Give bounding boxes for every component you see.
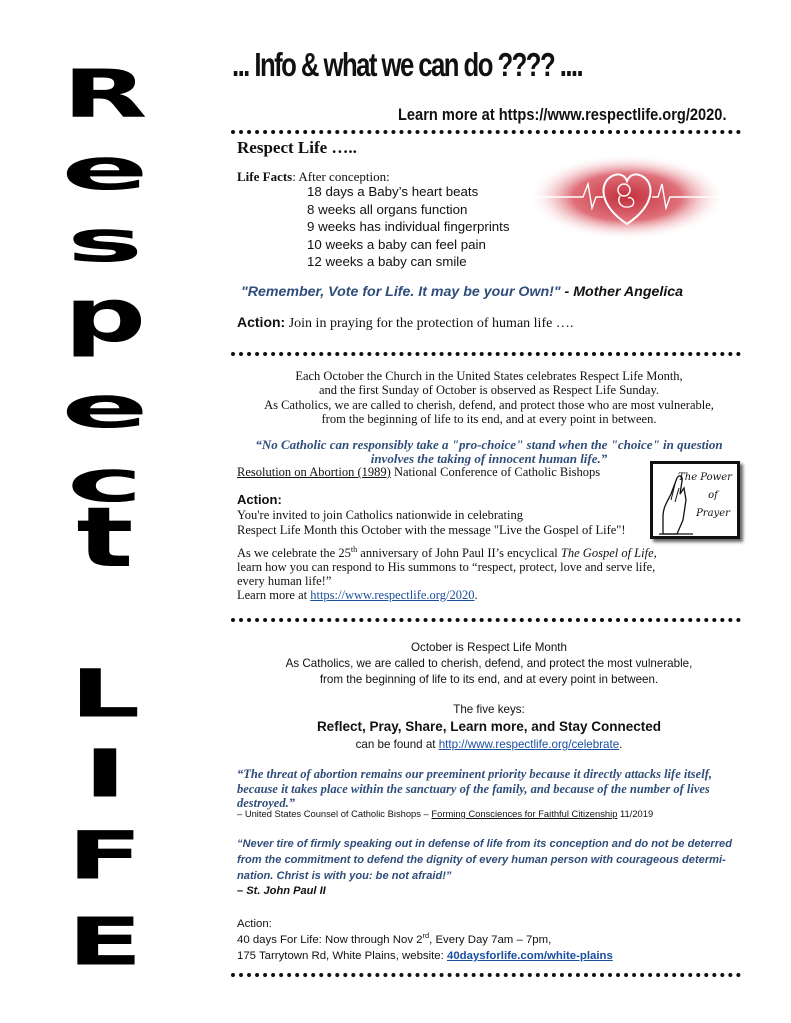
list-item: 8 weeks all organs function: [307, 201, 468, 217]
action-text: 175 Tarrytown Rd, White Plains, website:: [237, 950, 447, 962]
action-line: You're invited to join Catholics nationwide in celebrating: [237, 508, 524, 522]
quote-text: "Remember, Vote for Life. It may be your Own!": [241, 284, 561, 300]
life-facts-intro: : After conception:: [292, 169, 390, 184]
learn-text: Learn more at: [237, 588, 311, 602]
intro-line: from the beginning of life to its end, and at every point in between.: [321, 412, 657, 427]
respectlife-2020-link[interactable]: https://www.respectlife.org/2020: [310, 588, 475, 602]
banner-letter: p: [63, 272, 147, 359]
encyclical-title: The Gospel of Life,: [560, 546, 657, 560]
dotted-divider: [231, 973, 741, 977]
learn-text: .: [474, 588, 478, 602]
banner-letter: c: [66, 448, 144, 515]
list-item: 18 days a Baby’s heart beats: [307, 184, 479, 199]
dotted-divider: [231, 352, 741, 356]
action-line: [237, 932, 613, 948]
block-line: from the beginning of life to its end, and at every point in between.: [319, 672, 659, 686]
life-facts-heading: Life Facts: [237, 169, 293, 184]
block-line: As Catholics, we are called to cherish, defend, and protect the most vulnerable,: [285, 656, 693, 670]
section1-action: [237, 314, 573, 332]
banner-letter: e: [61, 136, 149, 203]
celebrate-line: [236, 738, 742, 751]
list-item: 12 weeks a baby can smile: [307, 254, 467, 270]
resolution-citation: [237, 465, 600, 480]
learn-more-line: [237, 588, 657, 602]
anniv-text: anniversary of John Paul II’s encyclical: [357, 546, 561, 560]
banner-letter: e: [61, 374, 149, 441]
five-keys: Reflect, Pray, Share, Learn more, and Stay Connected: [316, 719, 662, 734]
anniversary-line: learn how you can respond to His summons to “respect, protect, love and serve life,: [237, 560, 656, 574]
action-line: [237, 948, 613, 964]
heartbeat-heart-image: [528, 154, 726, 240]
anniv-text: As we celebrate the 25: [237, 546, 351, 560]
praying-hands-icon: [653, 464, 737, 536]
list-item: 10 weeks a baby can feel pain: [307, 236, 486, 252]
prayer-line-1: The Power: [678, 472, 732, 483]
prayer-line-2: of: [708, 490, 718, 501]
section2-action-label: Action:: [237, 492, 282, 507]
action-text: Join in praying for the protection of human life ….: [285, 316, 574, 331]
forty-days-action: [237, 916, 613, 964]
section-title: Respect Life …..: [237, 138, 357, 157]
banner-letter: t: [76, 489, 134, 586]
banner-letter: s: [66, 208, 144, 275]
dotted-divider: [231, 618, 741, 622]
action-label: Action:: [237, 918, 272, 930]
action-label: Action:: [237, 314, 286, 330]
anniv-sup: th: [350, 544, 358, 554]
forty-days-link[interactable]: 40daysforlife.com/white-plains: [446, 950, 613, 962]
celebrate-text: .: [619, 738, 623, 751]
john-paul-quote-source: – St. John Paul II: [237, 885, 326, 897]
intro-line: As Catholics, we are called to cherish, defend, and protect those who are most vulnerable,: [264, 397, 714, 412]
prayer-line-3: Prayer: [696, 508, 730, 519]
usccb-quote-source: [237, 808, 653, 819]
banner-letter: R: [62, 55, 148, 133]
source-title: Forming Consciences for Faithful Citizenship: [431, 808, 618, 819]
dotted-divider: [231, 130, 741, 134]
banner-letter: L: [69, 655, 141, 733]
celebrate-link[interactable]: http://www.respectlife.org/celebrate: [438, 738, 620, 751]
banner-letter: I: [82, 735, 128, 813]
intro-line: Each October the Church in the United States celebrates Respect Life Month,: [295, 369, 683, 383]
anniversary-paragraph: [237, 546, 657, 602]
resolution-title: Resolution on Abortion (1989): [237, 465, 391, 479]
john-paul-quote: “Never tire of firmly speaking out in defense of life from its conception and do not be deterred from the commitment to defend the dignity of every human person with courageous determi-nation. Christ is with you: be not afraid!”: [237, 838, 732, 882]
header-learn-more: Learn more at https://www.respectlife.org/2020.: [398, 105, 727, 124]
power-of-prayer-image: [650, 461, 740, 539]
respect-life-month-block: [236, 640, 742, 687]
resolution-org: National Conference of Catholic Bishops: [390, 465, 601, 479]
action-line: Respect Life Month this October with the message "Live the Gospel of Life"!: [237, 522, 626, 537]
block-line: October is Respect Life Month: [411, 641, 567, 654]
source-text: – United States Counsel of Catholic Bishops –: [237, 808, 432, 819]
usccb-quote: “The threat of abortion remains our preeminent priority because it directly attacks life itself, because it takes place within the sanctuary of the family, and because of the number of lives destroyed.”: [237, 767, 712, 810]
vote-for-life-quote: [241, 284, 683, 300]
banner-letter: E: [67, 903, 143, 981]
source-text: 11/2019: [617, 808, 654, 819]
respect-life-month-intro: [236, 369, 742, 427]
list-item: 9 weeks has individual fingerprints: [307, 219, 510, 235]
life-facts-list: [307, 183, 510, 271]
banner-letter: F: [67, 817, 143, 895]
celebrate-text: can be found at: [355, 738, 439, 751]
action-text: 40 days For Life: Now through Nov 2: [237, 934, 423, 946]
anniversary-line: [237, 546, 657, 560]
action-text: , Every Day 7am – 7pm,: [429, 934, 552, 946]
intro-line: and the first Sunday of October is observed as Respect Life Sunday.: [318, 383, 660, 398]
anniversary-line: every human life!”: [237, 574, 332, 588]
bishops-quote: “No Catholic can responsibly take a "pro-choice" stand when the "choice" in question involves the taking of innocent human life.”: [255, 437, 723, 466]
section2-action-text: [237, 508, 626, 537]
quote-author: - Mother Angelica: [560, 284, 684, 300]
page-title: ... Info & what we can do ???? ....: [232, 46, 583, 83]
five-keys-label: The five keys:: [453, 703, 525, 716]
action-sup: rd: [422, 931, 430, 941]
